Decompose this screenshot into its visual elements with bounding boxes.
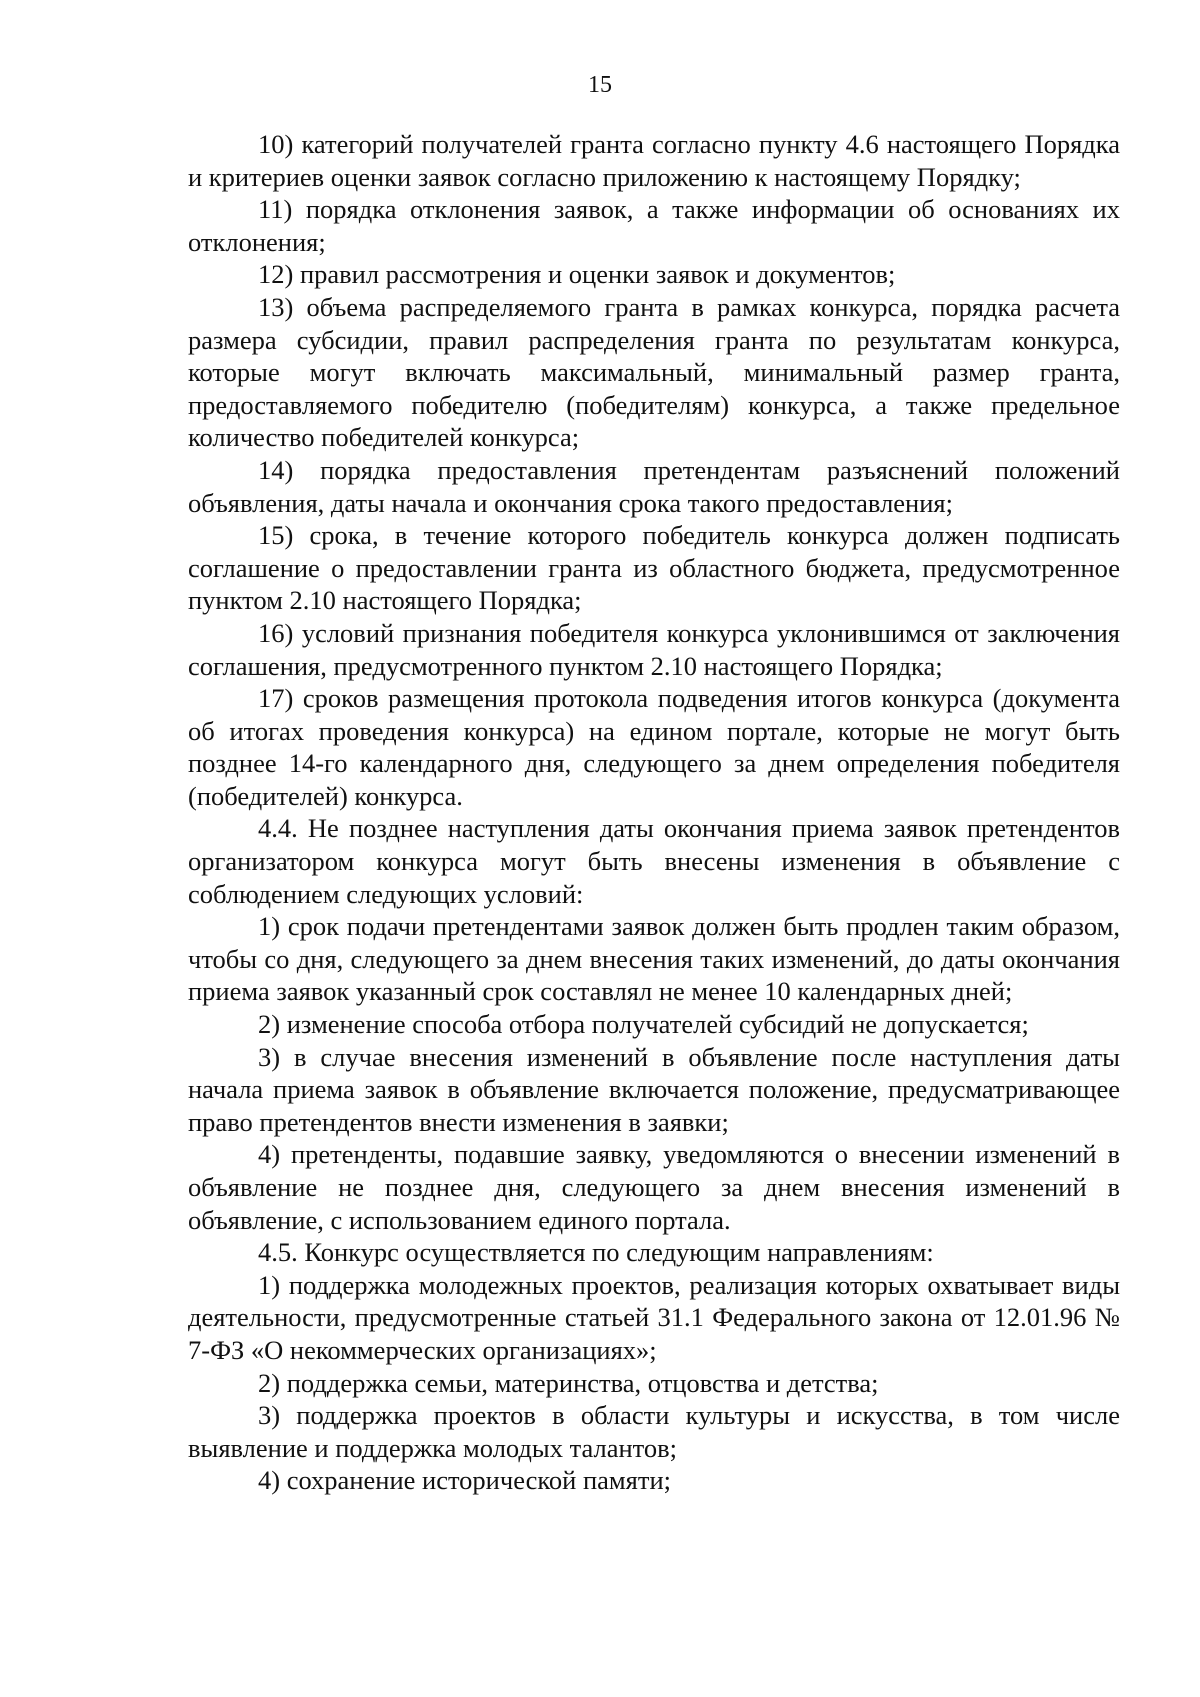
page-number: 15 <box>588 72 612 98</box>
paragraph-condition-2: 2) изменение способа отбора получателей субсидий не допускается; <box>258 1009 1029 1040</box>
paragraph-item-11: 11) порядка отклонения заявок, а также информации об основаниях их отклонения; <box>188 194 1120 257</box>
paragraph-condition-3: 3) в случае внесения изменений в объявление после наступления даты начала приема заявок в объявление включается положение, предусматривающее право претендентов внести изменения в заявки; <box>188 1041 1120 1137</box>
paragraph-section-4-5: 4.5. Конкурс осуществляется по следующим направлениям: <box>258 1237 934 1268</box>
paragraph-direction-1: 1) поддержка молодежных проектов, реализация которых охватывает виды деятельности, предусмотренные статьей 31.1 Федерального закона от 12.01.96 № 7-ФЗ «О некоммерческих организациях»; <box>188 1269 1120 1365</box>
document-body <box>188 128 1120 1497</box>
paragraph-condition-1: 1) срок подачи претендентами заявок должен быть продлен таким образом, чтобы со дня, следующего за днем внесения таких изменений, до даты окончания приема заявок указанный срок составлял не менее 10 календарных дней; <box>188 911 1120 1007</box>
paragraph-section-4-4: 4.4. Не позднее наступления даты окончания приема заявок претендентов организатором конкурса могут быть внесены изменения в объявление с соблюдением следующих условий: <box>188 813 1120 909</box>
paragraph-item-17: 17) сроков размещения протокола подведения итогов конкурса (документа об итогах проведения конкурса) на едином портале, которые не могут быть позднее 14-го календарного дня, следующего за днем определения победителя (победителей) конкурса. <box>188 683 1120 811</box>
paragraph-item-14: 14) порядка предоставления претендентам разъяснений положений объявления, даты начала и окончания срока такого предоставления; <box>188 454 1120 518</box>
paragraph-item-13: 13) объема распределяемого гранта в рамках конкурса, порядка расчета размера субсидии, правил распределения гранта по результатам конкурса, которые могут включать максимальный, минимальный размер гранта, предоставляемого победителю (победителям) конкурса, а также предельное количество победителей конкурса; <box>188 291 1120 453</box>
paragraph-item-15: 15) срока, в течение которого победитель конкурса должен подписать соглашение о предоставлении гранта из областного бюджета, предусмотренное пунктом 2.10 настоящего Порядка; <box>188 520 1120 616</box>
paragraph-item-12: 12) правил рассмотрения и оценки заявок и документов; <box>258 259 896 290</box>
paragraph-direction-2: 2) поддержка семьи, материнства, отцовства и детства; <box>258 1367 879 1398</box>
paragraph-direction-3: 3) поддержка проектов в области культуры и искусства, в том числе выявление и поддержка молодых талантов; <box>188 1400 1120 1463</box>
paragraph-item-16: 16) условий признания победителя конкурса уклонившимся от заключения соглашения, предусмотренного пунктом 2.10 настоящего Порядка; <box>188 617 1120 681</box>
paragraph-condition-4: 4) претенденты, подавшие заявку, уведомляются о внесении изменений в объявление не позднее дня, следующего за днем внесения изменений в объявление, с использованием единого портала. <box>188 1139 1120 1235</box>
paragraph-direction-4: 4) сохранение исторической памяти; <box>258 1465 671 1496</box>
paragraph-item-10: 10) категорий получателей гранта согласно пункту 4.6 настоящего Порядка и критериев оценки заявок согласно приложению к настоящему Порядку; <box>188 129 1120 192</box>
